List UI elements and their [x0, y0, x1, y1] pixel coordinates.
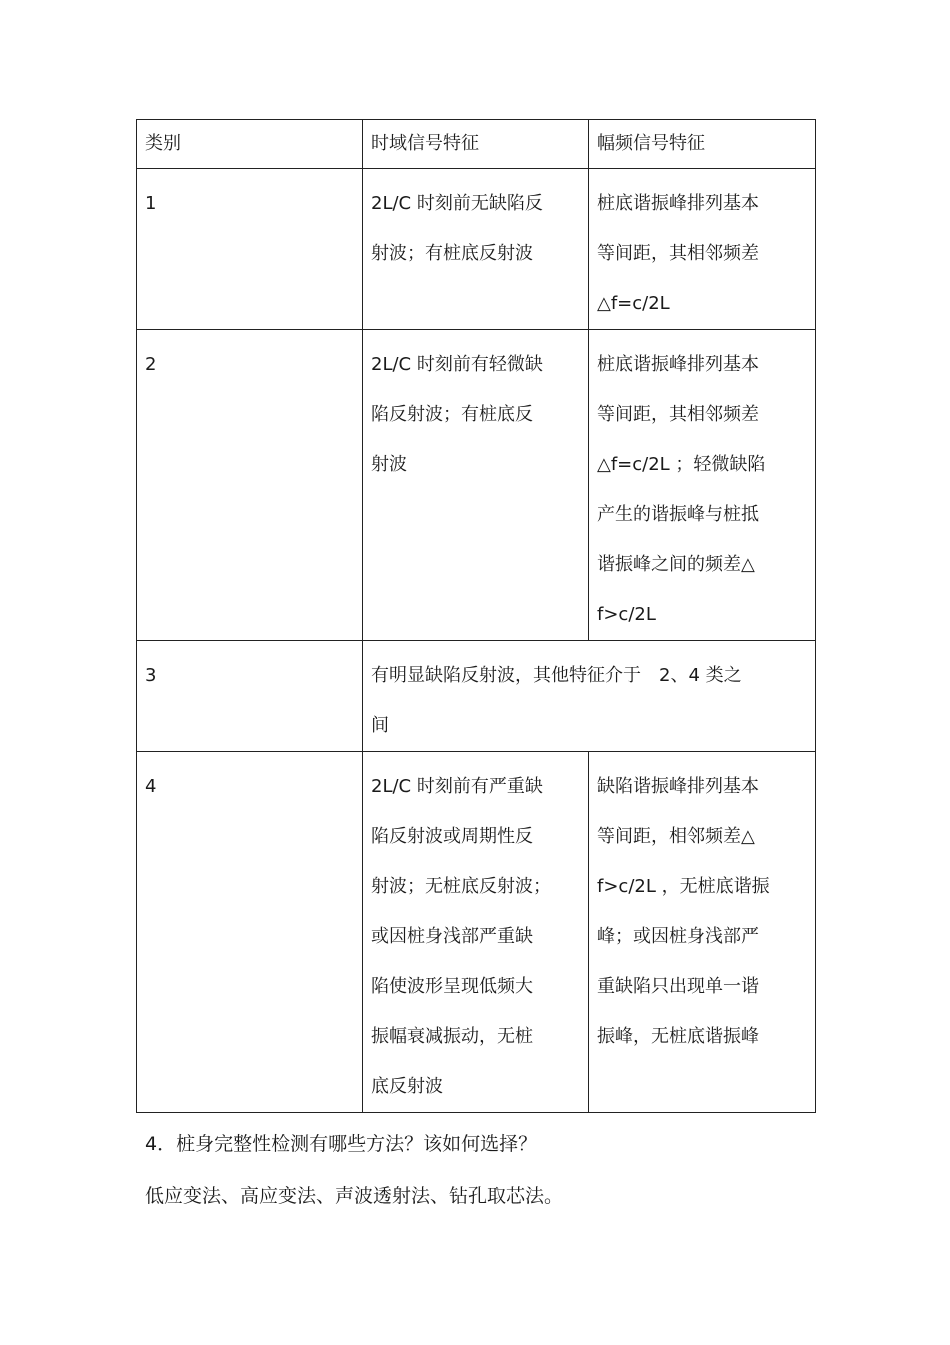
row-time-domain: 2L/C 时刻前有严重缺 陷反射波或周期性反 射波；无桩底反射波； 或因桩身浅部严重缺 陷使波形呈现低频大 振幅衰减振动，无桩 底反射波 [363, 752, 589, 1113]
table-row [137, 169, 816, 330]
answer-text: 低应变法、高应变法、声波透射法、钻孔取芯法。 [145, 1185, 564, 1207]
table-row [137, 752, 816, 1113]
row-merged-description: 有明显缺陷反射波，其他特征介于 2、4 类之 间 [363, 641, 816, 752]
row-category: 2 [137, 330, 363, 641]
row-category: 3 [137, 641, 363, 752]
table-row [137, 330, 816, 641]
row-amplitude-frequency: 桩底谐振峰排列基本 等间距，其相邻频差 △f=c/2L [589, 169, 816, 330]
row-time-domain: 2L/C 时刻前有轻微缺 陷反射波；有桩底反 射波 [363, 330, 589, 641]
integrity-classification-table [136, 119, 816, 1113]
header-time-domain: 时域信号特征 [363, 120, 589, 169]
header-amplitude-frequency: 幅频信号特征 [589, 120, 816, 169]
row-time-domain: 2L/C 时刻前无缺陷反 射波；有桩底反射波 [363, 169, 589, 330]
table-header-row [137, 120, 816, 169]
row-amplitude-frequency: 缺陷谐振峰排列基本 等间距，相邻频差△ f>c/2L ，无桩底谐振 峰；或因桩身浅部严 重缺陷只出现单一谐 振峰，无桩底谐振峰 [589, 752, 816, 1113]
row-category: 4 [137, 752, 363, 1113]
question-text: 4．桩身完整性检测有哪些方法？该如何选择？ [145, 1133, 538, 1155]
row-category: 1 [137, 169, 363, 330]
table-row [137, 641, 816, 752]
header-category: 类别 [137, 120, 363, 169]
row-amplitude-frequency: 桩底谐振峰排列基本 等间距，其相邻频差 △f=c/2L ；轻微缺陷 产生的谐振峰与桩抵 谐振峰之间的频差△ f>c/2L [589, 330, 816, 641]
